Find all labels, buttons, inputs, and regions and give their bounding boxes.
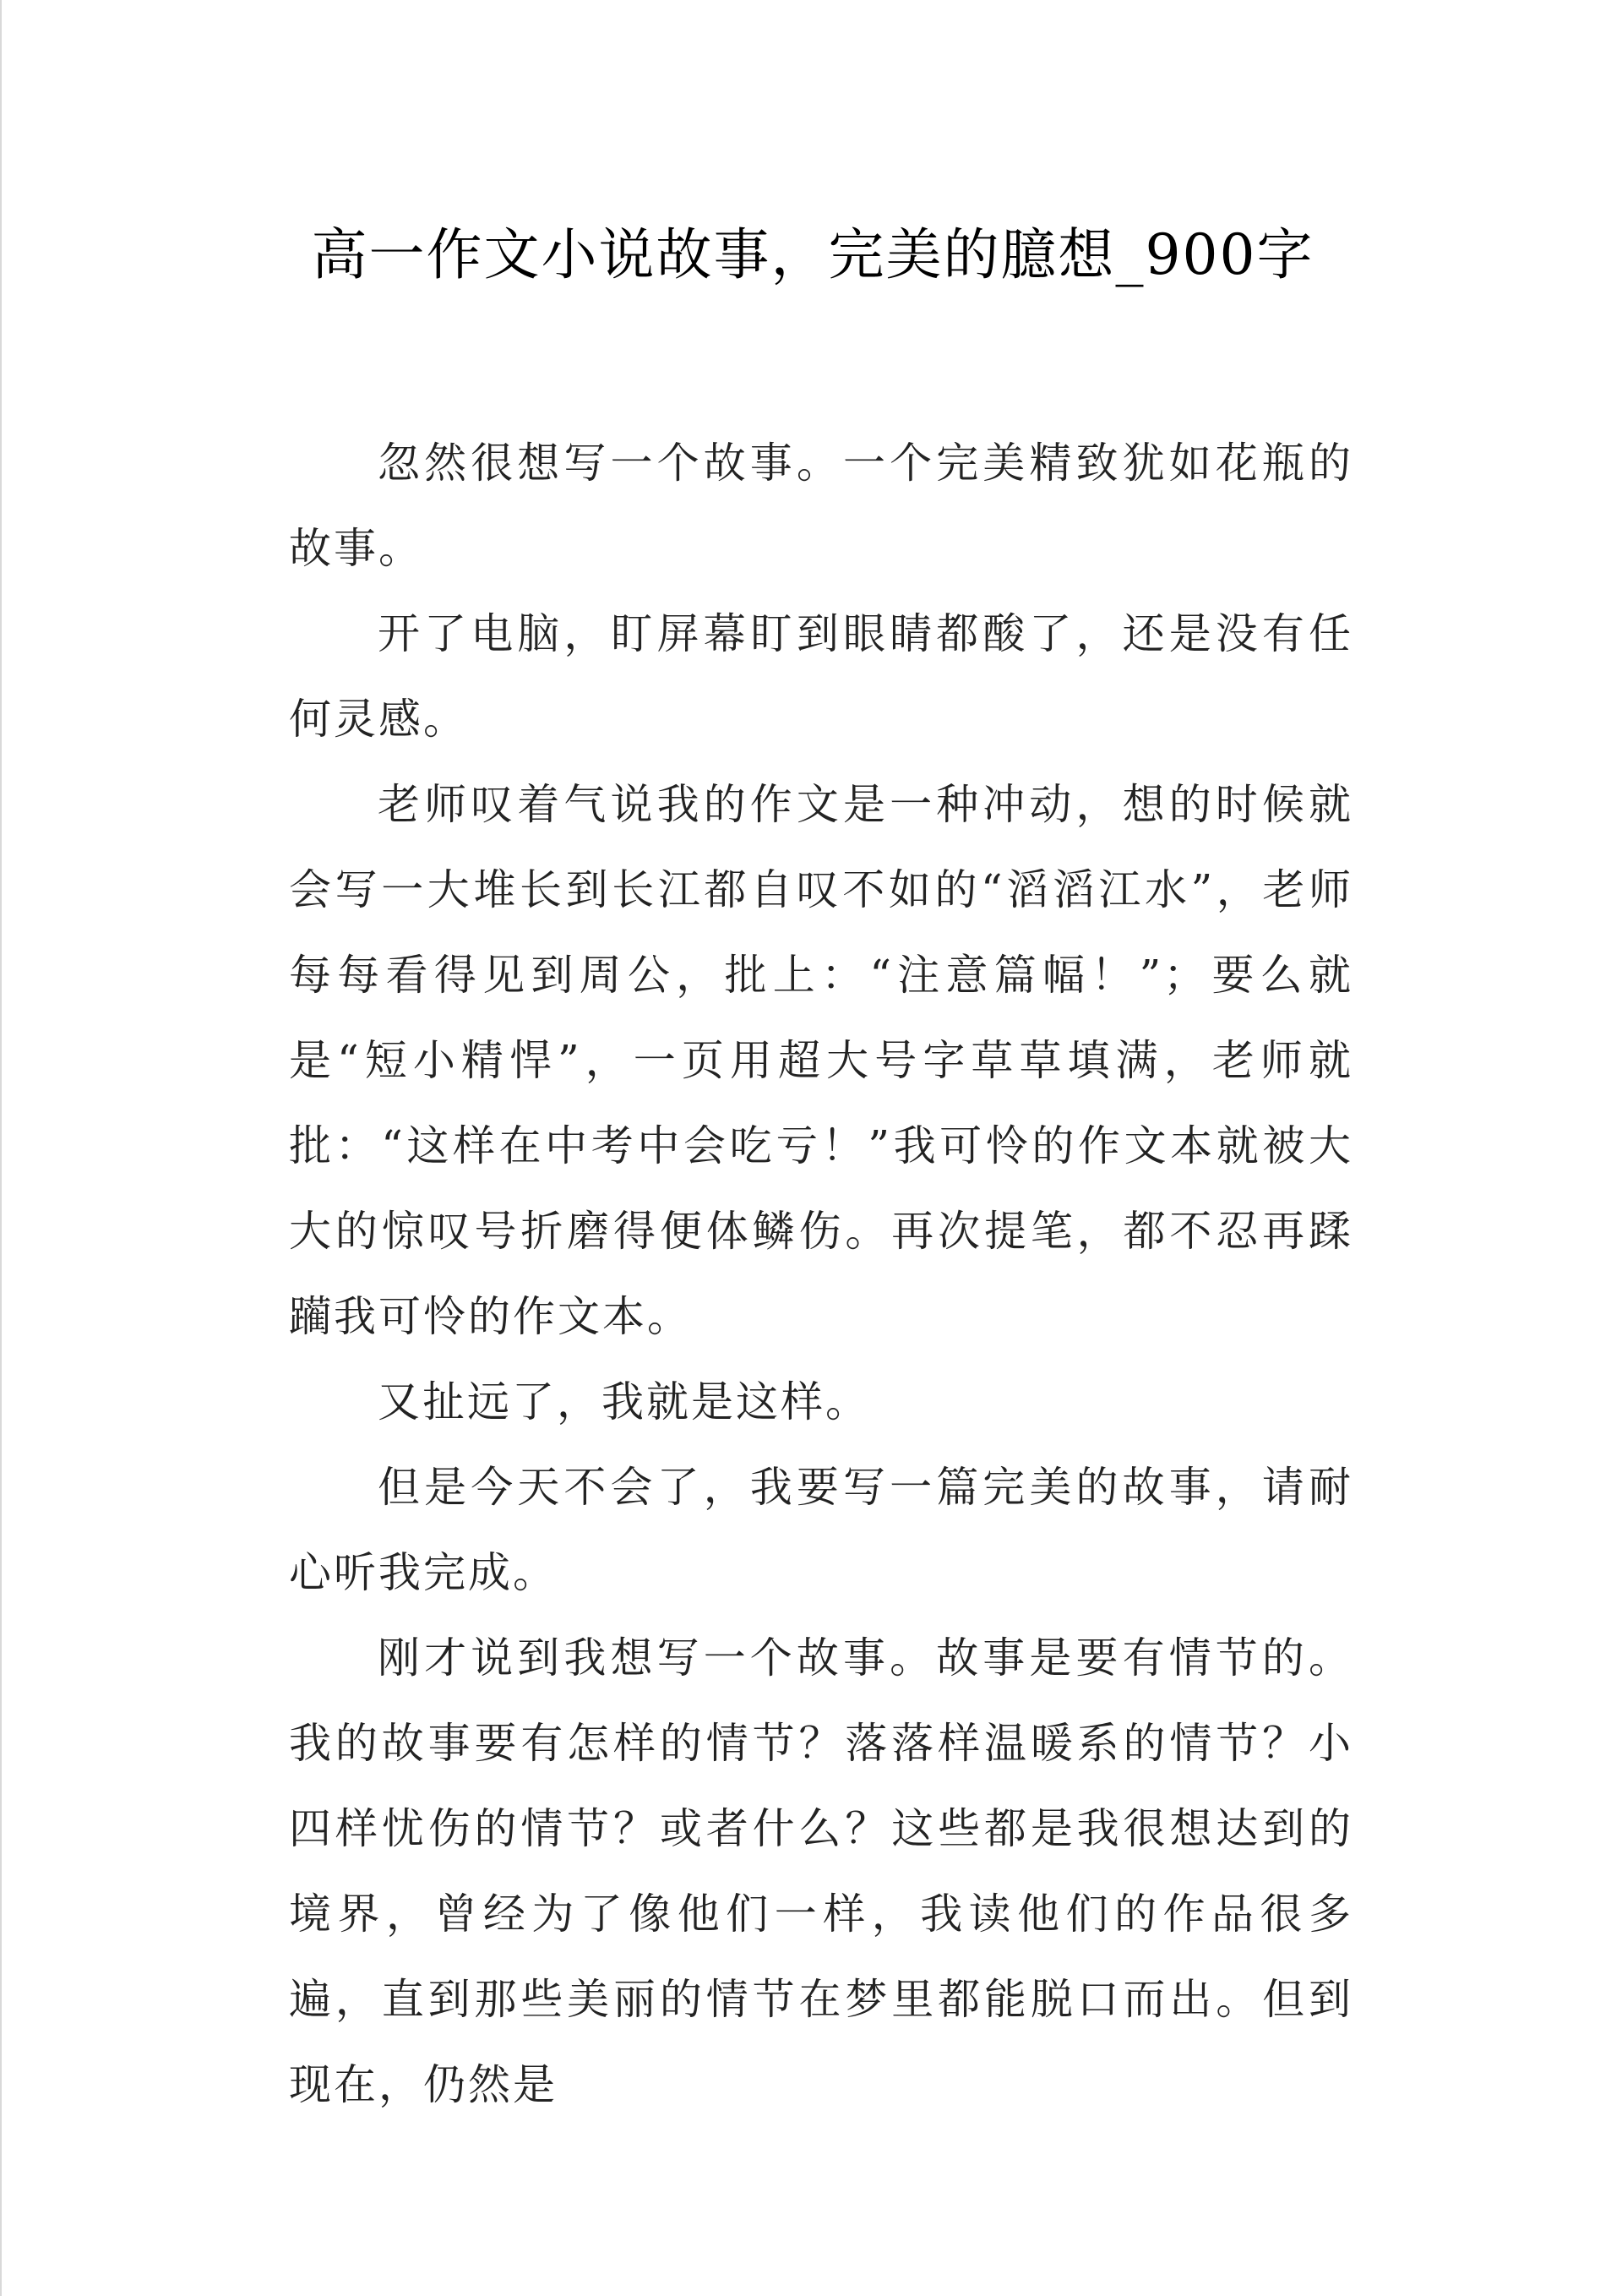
paragraph: 刚才说到我想写一个故事。故事是要有情节的。我的故事要有怎样的情节？落落样温暖系的情节？小四样忧伤的情节？或者什么？这些都是我很想达到的境界，曾经为了像他们一样，我读他们的作品很多遍，直到那些美丽的情节在梦里都能脱口而出。但到现在，仍然是 xyxy=(289,1633,1353,2109)
paragraph: 但是今天不会了，我要写一篇完美的故事，请耐心听我完成。 xyxy=(289,1463,1353,1597)
document-body xyxy=(289,421,1353,2128)
paragraph: 老师叹着气说我的作文是一种冲动，想的时候就会写一大堆长到长江都自叹不如的“滔滔江水”，老师每每看得见到周公，批上：“注意篇幅！”；要么就是“短小精悍”，一页用超大号字草草填满，老师就批：“这样在中考中会吃亏！”我可怜的作文本就被大大的惊叹号折磨得便体鳞伤。再次提笔，都不忍再蹂躏我可怜的作文本。 xyxy=(289,780,1353,1341)
paragraph: 忽然很想写一个故事。一个完美精致犹如花瓶的故事。 xyxy=(289,439,1353,573)
document-title: 高一作文小说故事，完美的臆想_900字 xyxy=(311,222,1314,287)
paragraph: 又扯远了，我就是这样。 xyxy=(378,1377,870,1426)
paragraph: 开了电脑，盯屏幕盯到眼睛都酸了，还是没有任何灵感。 xyxy=(289,609,1353,744)
